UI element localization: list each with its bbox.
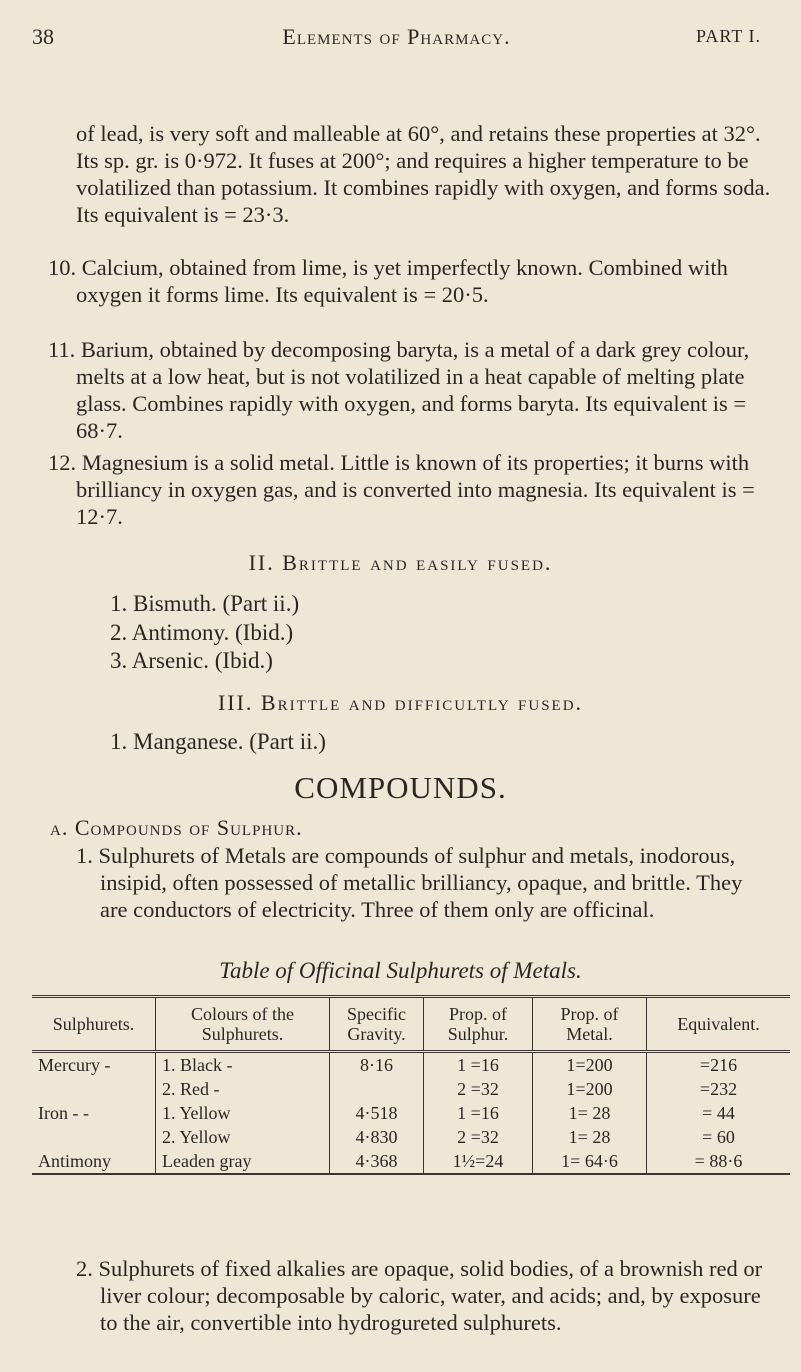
list-item: 2. Antimony. (Ibid.) (110, 620, 294, 645)
paragraph-sulphurets-of-fixed-alkalies: 2. Sulphurets of fixed alkalies are opaque, solid bodies, of a brownish red or liver colour; decomposable by caloric, water, and acids; and, by exposure to the air, convertible into hydrogureted sulphurets. (76, 1256, 763, 1335)
cell-sulphuret (32, 1077, 156, 1101)
list-item: 1. Manganese. (Part ii.) (110, 729, 326, 754)
cell-gravity: 8·16 (330, 1052, 424, 1078)
page-header (32, 24, 761, 58)
cell-gravity: 4·830 (330, 1125, 424, 1149)
header-colours: Colours of the Sulphurets. (156, 997, 330, 1052)
table-row (32, 1101, 790, 1125)
header-specific-gravity: Specific Gravity. (330, 997, 424, 1052)
cell-sulphuret: Antimony (32, 1149, 156, 1174)
paragraph-magnesium: 12. Magnesium is a solid metal. Little is known of its properties; it burns with brilliancy in oxygen gas, and is converted into magnesia. Its equivalent is = 12·7. (48, 450, 755, 529)
cell-prop-metal: 1=200 (533, 1052, 647, 1078)
cell-colour: 1. Black - (156, 1052, 330, 1078)
table-row (32, 1052, 790, 1078)
cell-prop-sulphur: 2 =32 (424, 1125, 533, 1149)
section-heading-brittle-easily-fused: II. Brittle and easily fused. (248, 550, 553, 575)
cell-prop-sulphur: 2 =32 (424, 1077, 533, 1101)
cell-colour: 2. Yellow (156, 1125, 330, 1149)
compounds-of-sulphur-heading: a. Compounds of Sulphur. (50, 815, 303, 840)
list-item: 1. Bismuth. (Part ii.) (110, 591, 300, 616)
running-title: Elements of Pharmacy. (282, 24, 511, 49)
header-prop-sulphur: Prop. of Sulphur. (424, 997, 533, 1052)
list-item: 3. Arsenic. (Ibid.) (110, 648, 273, 673)
cell-sulphuret (32, 1125, 156, 1149)
cell-equivalent: = 44 (702, 1103, 735, 1123)
cell-colour: Leaden gray (156, 1149, 330, 1174)
cell-gravity: 4·368 (330, 1149, 424, 1174)
cell-colour: 2. Red - (156, 1077, 330, 1101)
cell-prop-sulphur: 1 =16 (424, 1101, 533, 1125)
header-prop-metal: Prop. of Metal. (533, 997, 647, 1052)
sulphurets-table (32, 995, 790, 1175)
table-title: Table of Officinal Sulphurets of Metals. (219, 958, 582, 983)
cell-equivalent: =232 (699, 1079, 738, 1099)
part-label: PART I. (696, 26, 761, 46)
section-heading-brittle-difficultly-fused: III. Brittle and difficultly fused. (217, 690, 584, 715)
page-number: 38 (32, 24, 54, 49)
cell-prop-metal: 1= 28 (533, 1125, 647, 1149)
table-row (32, 1125, 790, 1149)
cell-sulphuret: Mercury - (32, 1052, 156, 1078)
paragraph-sulphurets-of-metals: 1. Sulphurets of Metals are compounds of sulphur and metals, inodorous, insipid, often possessed of metallic brilliancy, opaque, and brittle. They are conductors of electricity. Three of them only are officinal. (76, 843, 743, 922)
cell-colour: 1. Yellow (156, 1101, 330, 1125)
cell-gravity: 4·518 (330, 1101, 424, 1125)
cell-prop-sulphur: 1 =16 (424, 1052, 533, 1078)
header-equivalent: Equivalent. (677, 1014, 760, 1034)
header-sulphurets: Sulphurets. (32, 997, 156, 1052)
cell-prop-sulphur: 1½=24 (424, 1149, 533, 1174)
paragraph-sodium: of lead, is very soft and malleable at 60°, and retains these properties at 32°. Its sp. gr. is 0·972. It fuses at 200°; and requires a higher temperature to be volatilized than potassium. It combines rapidly with oxygen, and forms soda. Its equivalent is = 23·3. (76, 121, 771, 227)
cell-prop-metal: 1= 64·6 (533, 1149, 647, 1174)
cell-prop-metal: 1= 28 (533, 1101, 647, 1125)
cell-equivalent: = 60 (702, 1127, 735, 1147)
table-row (32, 1149, 790, 1174)
table-header-row (32, 997, 790, 1052)
cell-gravity (330, 1077, 424, 1101)
paragraph-calcium: 10. Calcium, obtained from lime, is yet imperfectly known. Combined with oxygen it forms lime. Its equivalent is = 20·5. (48, 255, 728, 307)
table-row (32, 1077, 790, 1101)
cell-prop-metal: 1=200 (533, 1077, 647, 1101)
paragraph-barium: 11. Barium, obtained by decomposing baryta, is a metal of a dark grey colour, melts at a low heat, but is not volatilized in a heat capable of melting plate glass. Combines rapidly with oxygen, and forms baryta. Its equivalent is = 68·7. (48, 337, 750, 443)
cell-equivalent: = 88·6 (694, 1151, 743, 1171)
compounds-heading: COMPOUNDS. (294, 770, 507, 805)
cell-equivalent: =216 (699, 1055, 738, 1075)
cell-sulphuret: Iron - - (32, 1101, 156, 1125)
